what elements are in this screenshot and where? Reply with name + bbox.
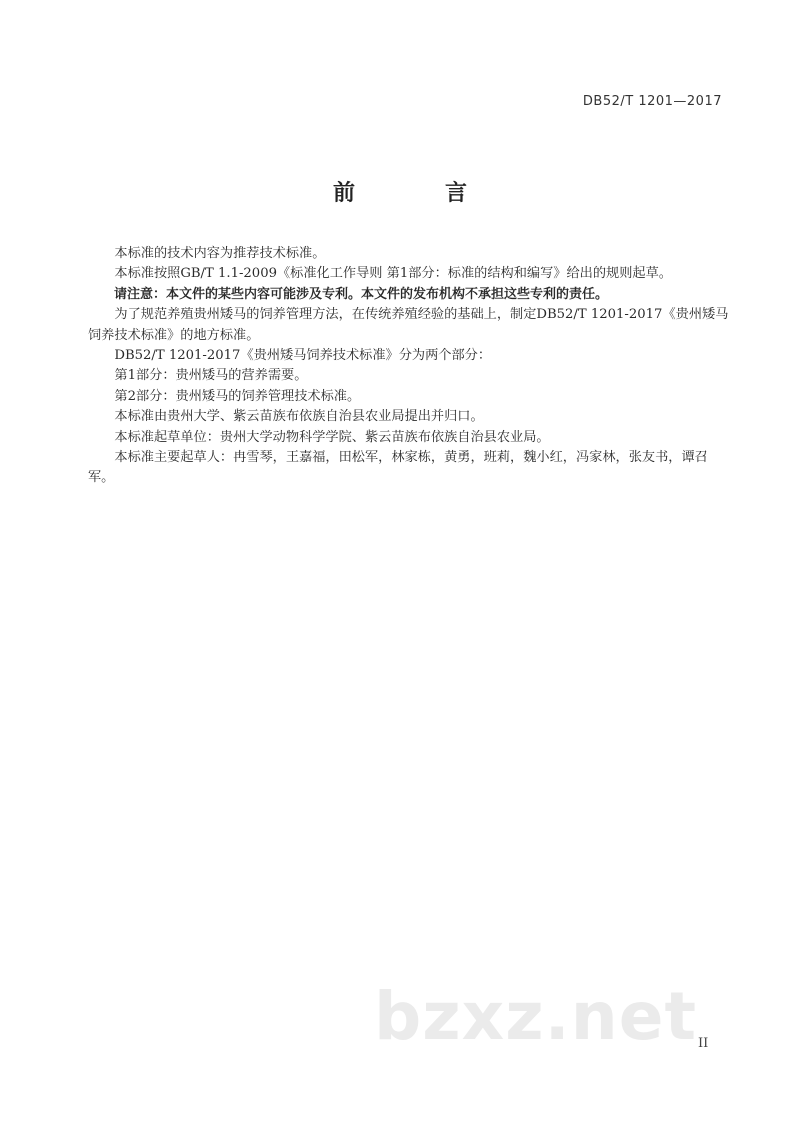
page-number: II — [698, 1036, 709, 1051]
watermark: bzxz.net — [374, 978, 698, 1055]
paragraph-recommendation: 本标准的技术内容为推荐技术标准。 — [114, 246, 326, 261]
paragraph-parts-intro: DB52/T 1201-2017《贵州矮马饲养技术标准》分为两个部分： — [114, 348, 492, 364]
paragraph-proposed-by: 本标准由贵州大学、紫云苗族布依族自治县农业局提出并归口。 — [114, 409, 484, 425]
paragraph-patent-notice: 请注意：本文件的某些内容可能涉及专利。本文件的发布机构不承担这些专利的责任。 — [114, 286, 609, 302]
paragraph-drafting-rules: 本标准按照GB/T 1.1-2009《标准化工作导则 第1部分：标准的结构和编写》给出的规则起草。 — [114, 266, 672, 282]
paragraph-drafting-units: 本标准起草单位：贵州大学动物科学学院、紫云苗族布依族自治县农业局。 — [114, 429, 550, 445]
paragraph-drafters: 本标准主要起草人：冉雪琴，王嘉福，田松军，林家栋，黄勇，班莉，魏小红，冯家林，张友书，谭召军。 — [88, 450, 708, 486]
document-code: DB52/T 1201—2017 — [582, 94, 722, 109]
paragraph-purpose: 为了规范养殖贵州矮马的饲养管理方法，在传统养殖经验的基础上，制定DB52/T 1201-2017《贵州矮马饲养技术标准》的地方标准。 — [88, 307, 729, 343]
paragraph-part-2: 第2部分：贵州矮马的饲养管理技术标准。 — [114, 388, 361, 404]
paragraph-part-1: 第1部分：贵州矮马的营养需要。 — [114, 368, 308, 384]
foreword-body — [88, 244, 734, 489]
page-title: 前 言 — [332, 181, 501, 206]
